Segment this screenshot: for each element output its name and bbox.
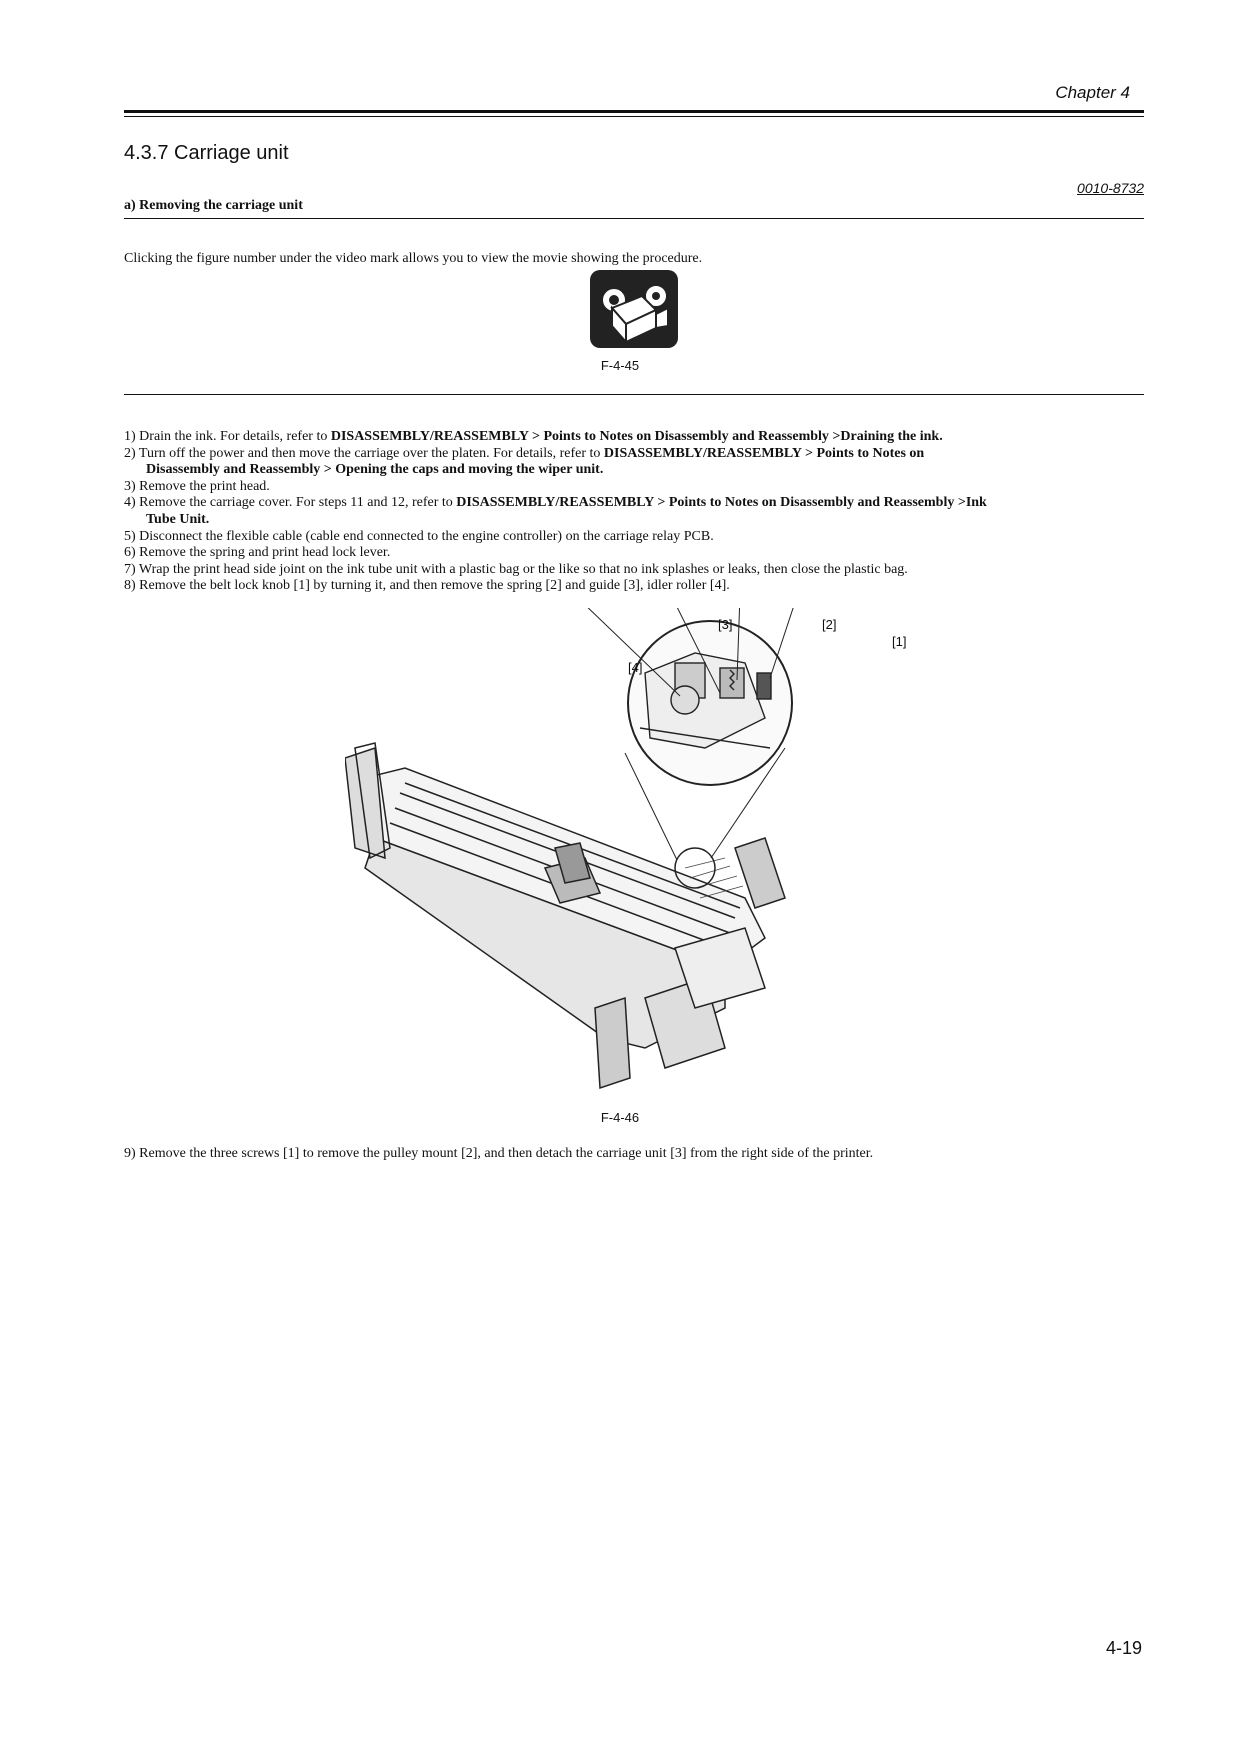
intro-text: Clicking the figure number under the video mark allows you to view the movie showing the procedure. (124, 251, 703, 266)
step-7: 7) Wrap the print head side joint on the ink tube unit with a plastic bag or the like so that no ink splashes or leaks, then close the plastic bag. (124, 561, 908, 577)
page-number: 4-19 (1105, 1638, 1142, 1658)
callout-1: [1] (892, 634, 907, 649)
step-6: 6) Remove the spring and print head lock lever. (124, 545, 391, 561)
callout-2: [2] (822, 617, 837, 632)
subheading: a) Removing the carriage unit (124, 198, 303, 213)
subheading-rule (124, 218, 1144, 219)
step-4: 4) Remove the carriage cover. For steps 11 and 12, refer to DISASSEMBLY/REASSEMBLY > Points to Notes on Disassembly and Reassembly >Ink Tube Unit. (124, 495, 987, 527)
step-8: 8) Remove the belt lock knob [1] by turning it, and then remove the spring [2] and guide [3], idler roller [4]. (124, 578, 730, 594)
step-1: 1) Drain the ink. For details, refer to DISASSEMBLY/REASSEMBLY > Points to Notes on Disassembly and Reassembly >Draining the ink. (124, 429, 943, 444)
callout-4: [4] (628, 660, 643, 675)
callout-3: [3] (718, 617, 733, 632)
step-9: 9) Remove the three screws [1] to remove the pulley mount [2], and then detach the carriage unit [3] from the right side of the printer. (124, 1146, 874, 1161)
figure-rule (124, 394, 1144, 395)
chapter-label: Chapter 4 (1055, 83, 1130, 102)
header-rule-thick (124, 110, 1144, 113)
section-title: 4.3.7 Carriage unit (124, 142, 289, 164)
figure-label-f-4-46: F-4-46 (600, 1110, 640, 1125)
procedure-steps (124, 429, 1144, 595)
step-2: 2) Turn off the power and then move the carriage over the platen. For details, refer to DISASSEMBLY/REASSEMBLY > Points to Notes on Disassembly and Reassembly > Opening the caps and moving the wiper unit. (124, 445, 925, 478)
figure-label-f-4-45[interactable]: F-4-45 (600, 358, 640, 373)
step-5: 5) Disconnect the flexible cable (cable end connected to the engine controller) on the carriage relay PCB. (124, 528, 714, 544)
step-3: 3) Remove the print head. (124, 478, 270, 494)
carriage-unit-diagram (345, 608, 905, 1108)
video-camera-icon[interactable] (590, 270, 678, 348)
document-code-link[interactable]: 0010-8732 (1077, 180, 1144, 196)
header-rule-thin (124, 116, 1144, 117)
